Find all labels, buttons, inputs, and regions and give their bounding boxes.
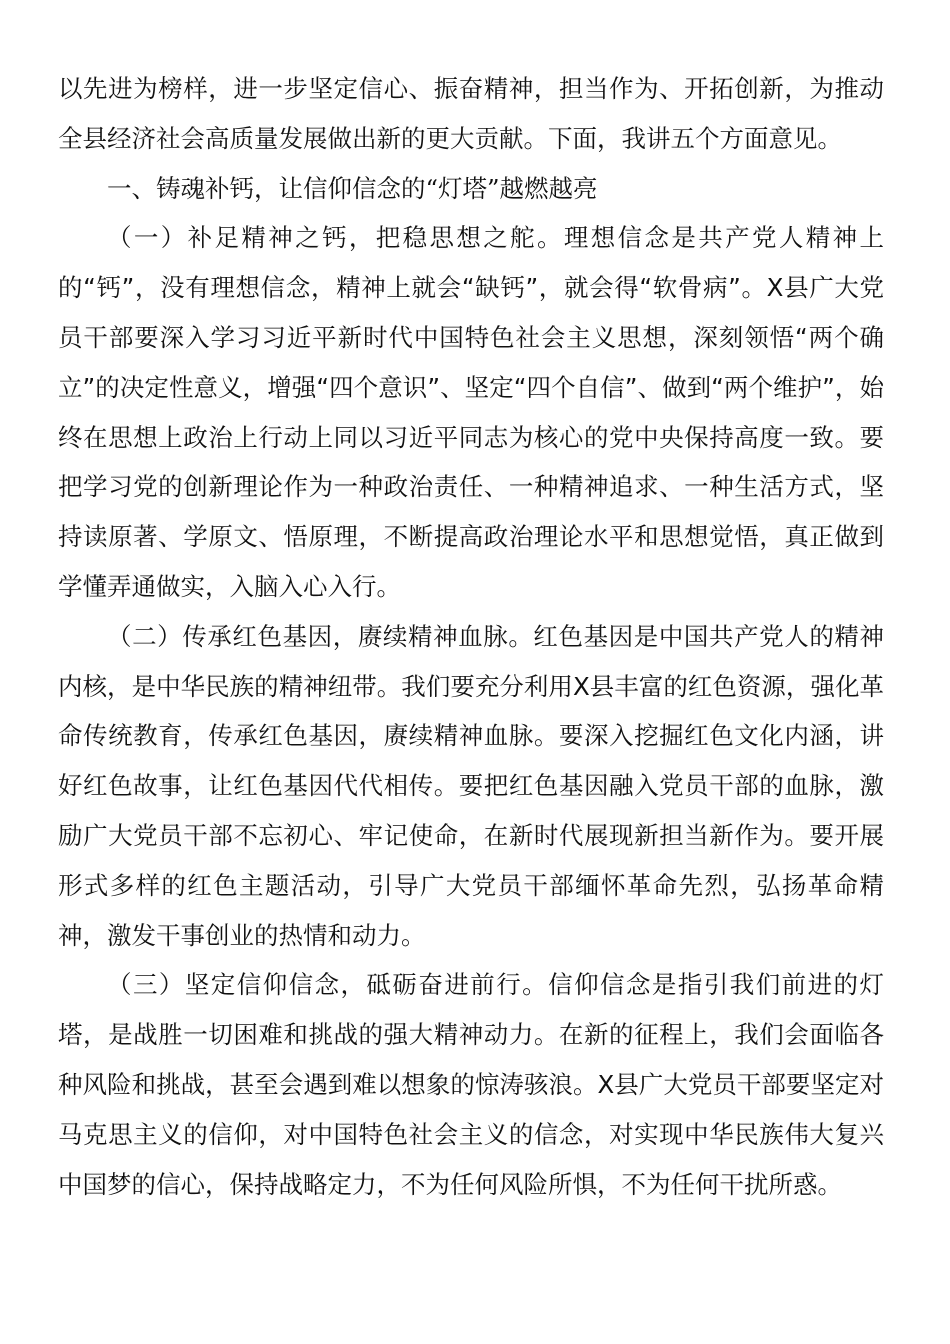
paragraph-subsection-2: （二）传承红色基因，赓续精神血脉。红色基因是中国共产党人的精神内核，是中华民族的精神纽带。我们要充分利用X县丰富的红色资源，强化革命传统教育，传承红色基因，赓续精神血脉。要深入挖掘红色文化内涵，讲好红色故事，让红色基因代代相传。要把红色基因融入党员干部的血脉，激励广大党员干部不忘初心、牢记使命，在新时代展现新担当新作为。要开展形式多样的红色主题活动，引导广大党员干部缅怀革命先烈，弘扬革命精神，激发干事创业的热情和动力。 <box>58 621 884 950</box>
paragraph-subsection-1: （一）补足精神之钙，把稳思想之舵。理想信念是共产党人精神上的“钙”，没有理想信念，精神上就会“缺钙”，就会得“软骨病”。X县广大党员干部要深入学习习近平新时代中国特色社会主义思想，深刻领悟“两个确立”的决定性意义，增强“四个意识”、坚定“四个自信”、做到“两个维护”，始终在思想上政治上行动上同以习近平同志为核心的党中央保持高度一致。要把学习党的创新理论作为一种政治责任、一种精神追求、一种生活方式，坚持读原著、学原文、悟原理，不断提高政治理论水平和思想觉悟，真正做到学懂弄通做实，入脑入心入行。 <box>58 223 884 601</box>
paragraph-subsection-3: （三）坚定信仰信念，砥砺奋进前行。信仰信念是指引我们前进的灯塔，是战胜一切困难和挑战的强大精神动力。在新的征程上，我们会面临各种风险和挑战，甚至会遇到难以想象的惊涛骇浪。X县广大党员干部要坚定对马克思主义的信仰，对中国特色社会主义的信念，对实现中华民族伟大复兴中国梦的信心，保持战略定力，不为任何风险所惧，不为任何干扰所惑。 <box>58 970 884 1199</box>
section-heading-1: 一、铸魂补钙，让信仰信念的“灯塔”越燃越亮 <box>107 173 598 203</box>
paragraph-continuation: 以先进为榜样，进一步坚定信心、振奋精神，担当作为、开拓创新，为推动全县经济社会高质量发展做出新的更大贡献。下面，我讲五个方面意见。 <box>58 74 884 153</box>
document-page <box>58 64 884 1209</box>
